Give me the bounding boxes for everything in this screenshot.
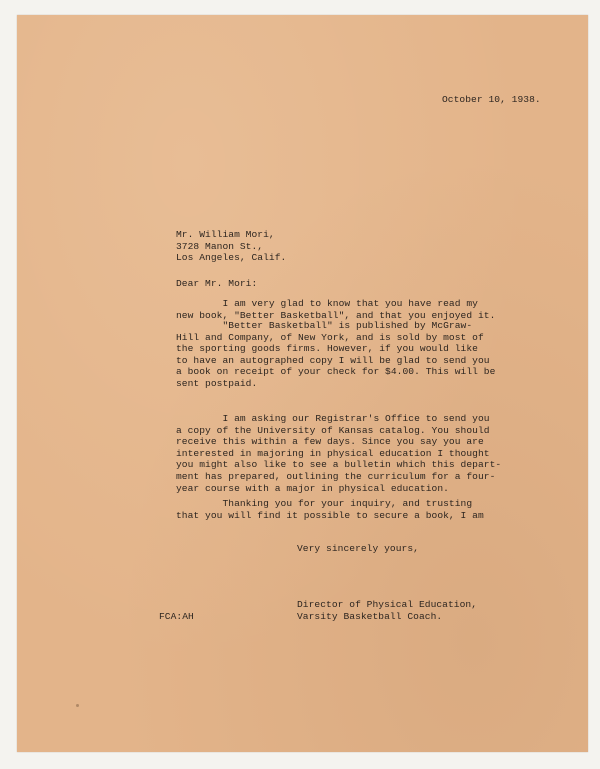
signature-title xyxy=(297,599,477,622)
complimentary-close: Very sincerely yours, xyxy=(297,543,419,554)
paragraph-catalog: I am asking our Registrar's Office to send you a copy of the University of Kansas catalog. You should receive this within a few days. Since you say you are interested in majoring in physical education I thought you might also like to see a bulletin which this depart- ment has prepared, outlining the curriculum for a four- year course with a major in physical education. xyxy=(176,413,502,494)
letter-page xyxy=(17,15,588,752)
paragraph-publisher: "Better Basketball" is published by McGraw- Hill and Company, of New York, and is sold by most of the sporting goods firms. However, if you would like to have an autographed copy I will be glad to send you a book on receipt of your check for $4.00. This will be sent postpaid. xyxy=(176,320,496,389)
salutation: Dear Mr. Mori: xyxy=(176,278,258,289)
reference-initials: FCA:AH xyxy=(159,611,194,622)
paper-speck xyxy=(76,704,79,707)
address-line-name: Mr. William Mori, xyxy=(176,229,275,240)
paragraph-closing-remark: Thanking you for your inquiry, and trusting that you will find it possible to secure a book, I am xyxy=(176,498,484,521)
letter-date: October 10, 1938. xyxy=(442,94,541,105)
address-line-street: 3728 Manon St., xyxy=(176,240,264,252)
recipient-address xyxy=(176,229,286,264)
signature-title-line-2: Varsity Basketball Coach. xyxy=(297,610,443,622)
signature-title-line-1: Director of Physical Education, xyxy=(297,599,478,610)
address-line-city: Los Angeles, Calif. xyxy=(176,252,287,264)
paragraph-book-thanks: I am very glad to know that you have read my new book, "Better Basketball", and that you enjoyed it. xyxy=(176,298,496,321)
